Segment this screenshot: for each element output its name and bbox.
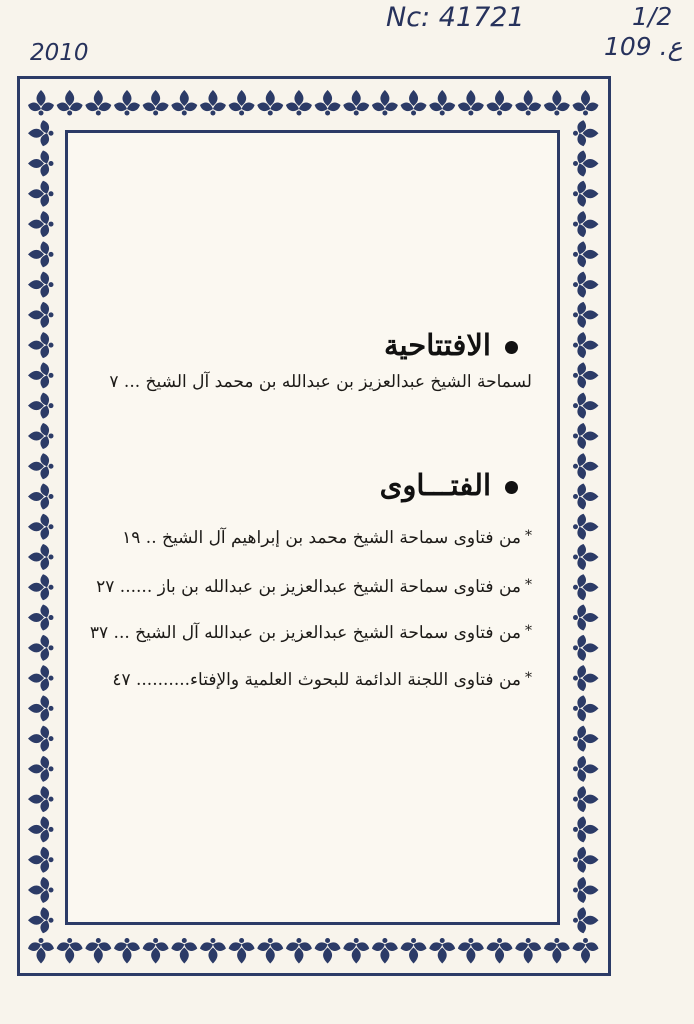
bullet-icon bbox=[505, 481, 518, 494]
border-ornament bbox=[573, 362, 599, 388]
border-ornament bbox=[257, 90, 283, 116]
border-ornament bbox=[372, 938, 398, 964]
border-ornament bbox=[487, 938, 513, 964]
border-ornament bbox=[573, 483, 599, 509]
border-ornament bbox=[28, 877, 54, 903]
border-ornament bbox=[28, 332, 54, 358]
border-ornament bbox=[28, 726, 54, 752]
border-ornament bbox=[573, 726, 599, 752]
border-ornament bbox=[315, 90, 341, 116]
border-ornament bbox=[401, 90, 427, 116]
border-ornament bbox=[515, 90, 541, 116]
border-ornament bbox=[28, 816, 54, 842]
border-ornament bbox=[28, 695, 54, 721]
border-ornament bbox=[114, 90, 140, 116]
asterisk-icon: * bbox=[525, 528, 532, 544]
border-ornament bbox=[544, 90, 570, 116]
border-ornament bbox=[458, 90, 484, 116]
border-ornament bbox=[573, 877, 599, 903]
border-ornament bbox=[28, 938, 54, 964]
toc-entry: *من فتاوى سماحة الشيخ عبدالعزيز بن عبدالله آل الشيخ ... ٣٧ bbox=[89, 623, 532, 643]
border-ornament bbox=[573, 211, 599, 237]
border-ornament bbox=[114, 938, 140, 964]
border-ornament bbox=[343, 90, 369, 116]
border-ornament bbox=[28, 393, 54, 419]
section-title-opening: الافتتاحية bbox=[384, 328, 518, 362]
border-ornament bbox=[28, 514, 54, 540]
border-ornament bbox=[573, 605, 599, 631]
asterisk-icon: * bbox=[525, 577, 532, 593]
border-ornament bbox=[429, 90, 455, 116]
border-ornament bbox=[28, 847, 54, 873]
toc-entry-opening: لسماحة الشيخ عبدالعزيز بن عبدالله بن محمد آل الشيخ ... ٧ bbox=[109, 372, 532, 392]
border-ornament bbox=[573, 302, 599, 328]
border-ornament bbox=[372, 90, 398, 116]
border-ornament bbox=[143, 90, 169, 116]
border-ornament bbox=[143, 938, 169, 964]
toc-entry: *من فتاوى سماحة الشيخ محمد بن إبراهيم آل الشيخ .. ١٩ bbox=[122, 528, 532, 548]
border-ornament bbox=[315, 938, 341, 964]
border-ornament bbox=[28, 453, 54, 479]
border-ornament bbox=[200, 90, 226, 116]
border-ornament bbox=[573, 514, 599, 540]
border-ornament bbox=[286, 938, 312, 964]
border-ornament bbox=[28, 605, 54, 631]
border-ornament bbox=[573, 423, 599, 449]
border-ornament bbox=[57, 938, 83, 964]
border-ornament bbox=[573, 332, 599, 358]
border-ornament bbox=[28, 211, 54, 237]
border-ornament bbox=[28, 635, 54, 661]
border-ornament bbox=[573, 665, 599, 691]
border-ornament bbox=[28, 120, 54, 146]
border-ornament bbox=[573, 272, 599, 298]
border-ornament bbox=[573, 90, 599, 116]
folio-code: 109 .ع bbox=[604, 32, 683, 61]
border-ornament bbox=[28, 272, 54, 298]
border-ornament bbox=[28, 483, 54, 509]
border-ornament bbox=[573, 907, 599, 933]
border-ornament bbox=[28, 574, 54, 600]
border-ornament bbox=[401, 938, 427, 964]
border-ornament bbox=[28, 90, 54, 116]
border-ornament bbox=[573, 241, 599, 267]
border-ornament bbox=[28, 665, 54, 691]
border-ornament bbox=[286, 90, 312, 116]
border-ornament bbox=[573, 151, 599, 177]
border-ornament bbox=[28, 756, 54, 782]
border-ornament bbox=[85, 90, 111, 116]
border-ornament bbox=[171, 90, 197, 116]
border-ornament bbox=[257, 938, 283, 964]
border-ornament bbox=[343, 938, 369, 964]
toc-entry: *من فتاوى سماحة الشيخ عبدالعزيز بن عبدالله بن باز ...... ٢٧ bbox=[96, 577, 532, 597]
border-ornament bbox=[28, 362, 54, 388]
toc-entry: *من فتاوى اللجنة الدائمة للبحوث العلمية والإفتاء.......... ٤٧ bbox=[112, 670, 532, 690]
border-ornament bbox=[28, 544, 54, 570]
border-ornament bbox=[28, 786, 54, 812]
border-ornament bbox=[573, 120, 599, 146]
handwritten-year: 2010 bbox=[30, 40, 89, 66]
border-ornament bbox=[229, 90, 255, 116]
border-ornament bbox=[57, 90, 83, 116]
border-ornament bbox=[573, 847, 599, 873]
border-ornament bbox=[28, 181, 54, 207]
border-ornament bbox=[85, 938, 111, 964]
border-ornament bbox=[28, 241, 54, 267]
border-ornament bbox=[429, 938, 455, 964]
border-ornament bbox=[229, 938, 255, 964]
bullet-icon bbox=[505, 341, 518, 354]
border-ornament bbox=[573, 938, 599, 964]
manuscript-reference: Nc: 41721 bbox=[386, 2, 525, 33]
border-ornament bbox=[573, 756, 599, 782]
border-ornament bbox=[171, 938, 197, 964]
asterisk-icon: * bbox=[525, 623, 532, 639]
border-ornament bbox=[573, 544, 599, 570]
border-ornament bbox=[573, 181, 599, 207]
border-ornament bbox=[28, 423, 54, 449]
border-ornament bbox=[573, 453, 599, 479]
border-ornament bbox=[544, 938, 570, 964]
border-ornament bbox=[573, 786, 599, 812]
border-ornament bbox=[573, 695, 599, 721]
border-ornament bbox=[28, 907, 54, 933]
border-ornament bbox=[573, 574, 599, 600]
folio-number: 1/2 bbox=[632, 2, 673, 31]
border-ornament bbox=[200, 938, 226, 964]
section-title-fatawa: الفتـــاوى bbox=[380, 468, 518, 502]
border-ornament bbox=[28, 151, 54, 177]
border-ornament bbox=[28, 302, 54, 328]
border-ornament bbox=[458, 938, 484, 964]
table-of-contents bbox=[75, 140, 550, 915]
border-ornament bbox=[573, 816, 599, 842]
border-ornament bbox=[573, 393, 599, 419]
asterisk-icon: * bbox=[525, 670, 532, 686]
border-ornament bbox=[573, 635, 599, 661]
border-ornament bbox=[515, 938, 541, 964]
border-ornament bbox=[487, 90, 513, 116]
